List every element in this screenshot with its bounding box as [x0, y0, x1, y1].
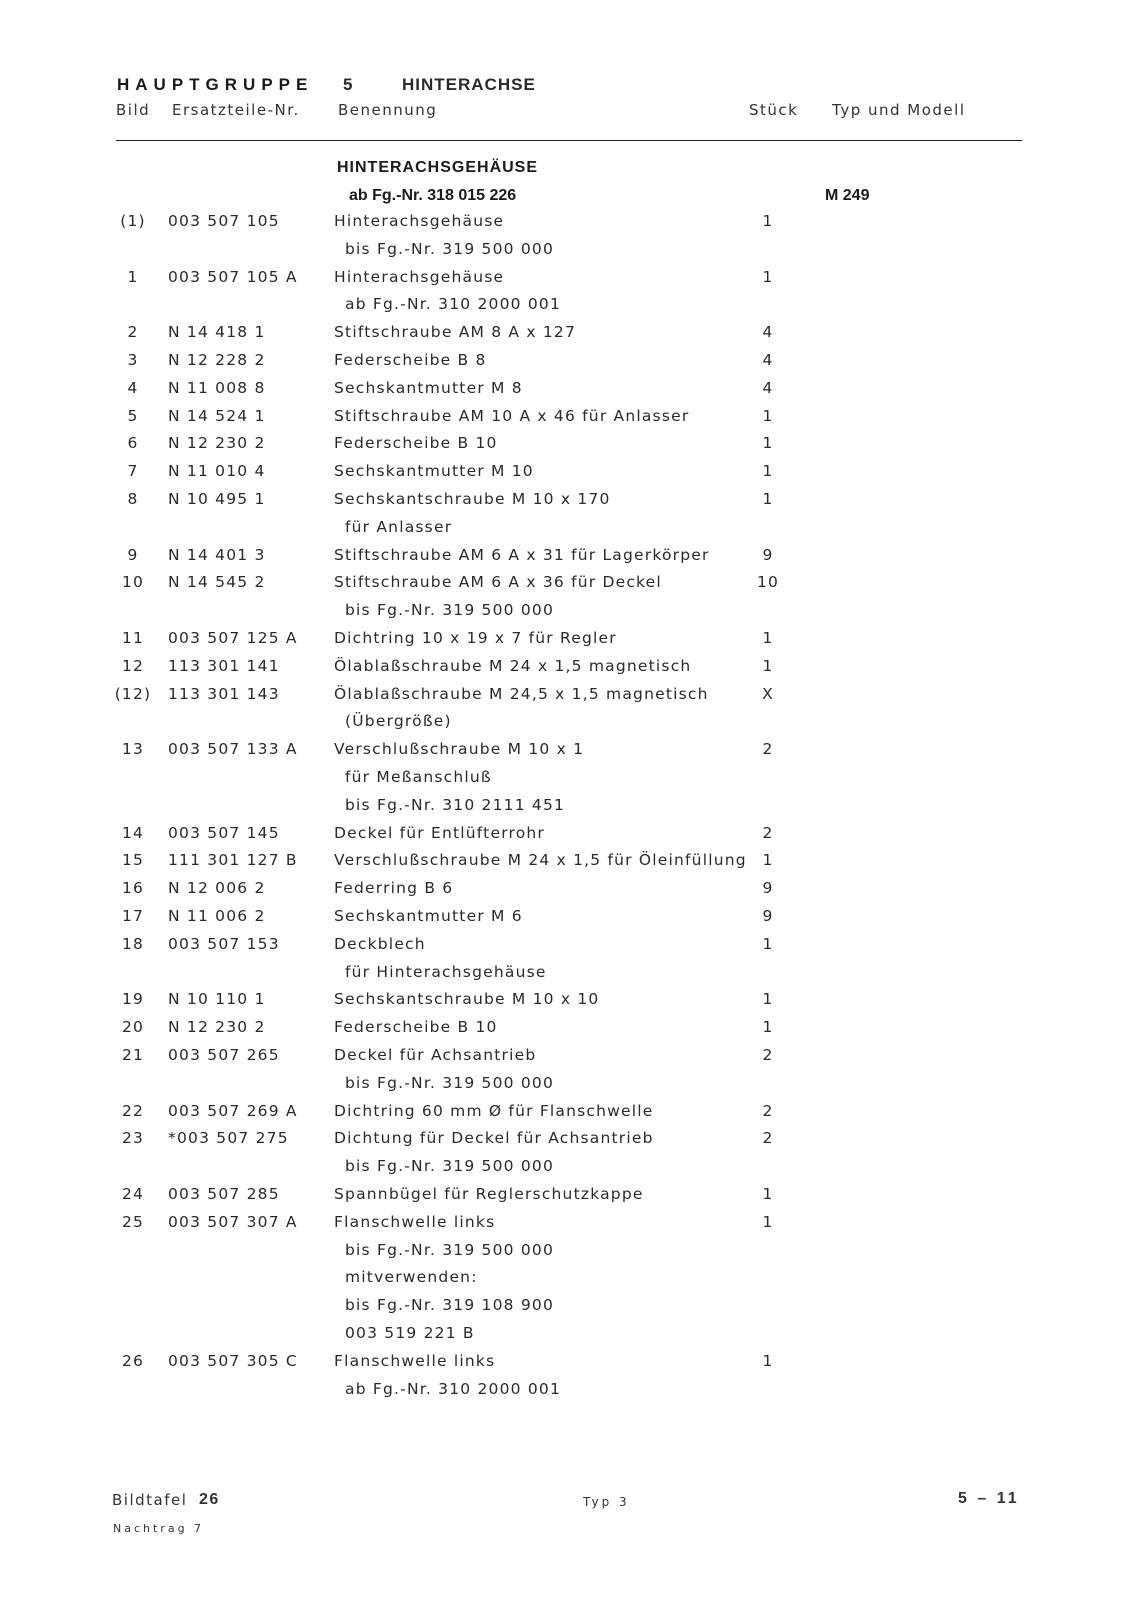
part-number: 003 507 265: [168, 1046, 280, 1064]
item-number: 9: [127, 545, 139, 564]
part-number: 113 301 143: [168, 684, 280, 703]
quantity: 1: [762, 462, 774, 481]
group-number: 5: [343, 75, 353, 94]
part-description: Federscheibe B 10: [334, 1018, 498, 1037]
part-description: Stiftschraube AM 8 A x 127: [334, 323, 577, 342]
table-row: [0, 1352, 1141, 1380]
item-number: (12): [114, 684, 152, 703]
table-row: [0, 490, 1141, 518]
header-divider: [116, 140, 1022, 141]
table-row: [0, 1129, 1141, 1157]
table-row: [0, 1102, 1141, 1130]
description-continuation: bis Fg.-Nr. 319 500 000: [345, 1157, 555, 1176]
item-number: 22: [121, 1101, 145, 1120]
table-row: [0, 546, 1141, 574]
item-number: 16: [121, 879, 145, 898]
section-subtitle: ab Fg.-Nr. 318 015 226: [349, 187, 517, 204]
part-number: N 14 401 3: [168, 545, 266, 564]
table-row: [0, 1046, 1141, 1074]
item-number: 21: [121, 1046, 145, 1064]
part-description: Sechskantschraube M 10 x 170: [334, 490, 611, 508]
col-header-bild: Bild: [116, 101, 151, 119]
part-description: Deckel für Achsantrieb: [334, 1046, 537, 1064]
description-continuation: für Meßanschluß: [345, 768, 492, 786]
page-number: 5 – 11: [958, 1490, 1020, 1507]
description-continuation: ab Fg.-Nr. 310 2000 001: [345, 1379, 562, 1398]
description-continuation: für Hinterachsgehäuse: [345, 962, 547, 981]
quantity: 4: [762, 378, 774, 397]
description-continuation: bis Fg.-Nr. 319 500 000: [345, 601, 555, 620]
quantity: 10: [756, 573, 780, 592]
table-row: [0, 212, 1141, 240]
description-continuation: bis Fg.-Nr. 319 500 000: [345, 239, 555, 258]
part-description: Federscheibe B 8: [334, 351, 487, 369]
table-row: [0, 351, 1141, 379]
quantity: 1: [762, 1351, 774, 1370]
quantity: 1: [762, 851, 774, 870]
table-row: [0, 740, 1141, 768]
part-number: N 10 495 1: [168, 490, 266, 508]
quantity: 9: [762, 879, 774, 898]
quantity: 4: [762, 351, 774, 369]
description-continuation: bis Fg.-Nr. 319 108 900: [345, 1296, 555, 1315]
table-row: [0, 824, 1141, 852]
item-number: 17: [121, 907, 145, 925]
description-continuation: bis Fg.-Nr. 319 500 000: [345, 1073, 555, 1092]
table-row: [0, 323, 1141, 351]
part-description: Hinterachsgehäuse: [334, 267, 505, 286]
item-number: 15: [121, 851, 145, 870]
section-title: HINTERACHSGEHÄUSE: [337, 159, 539, 176]
table-row: [0, 685, 1141, 713]
table-row: [0, 434, 1141, 462]
part-number: N 14 524 1: [168, 406, 266, 425]
part-description: Federscheibe B 10: [334, 434, 498, 453]
description-continuation: ab Fg.-Nr. 310 2000 001: [345, 295, 562, 314]
part-number: *003 507 275: [168, 1129, 289, 1148]
description-continuation: 003 519 221 B: [345, 1324, 475, 1342]
col-header-stueck: Stück: [749, 101, 799, 119]
item-number: 19: [121, 990, 145, 1009]
part-description: Dichtring 10 x 19 x 7 für Regler: [334, 629, 617, 647]
col-header-benennung: Benennung: [338, 101, 438, 119]
col-header-nr: Ersatzteile-Nr.: [172, 101, 300, 119]
part-number: 003 507 105: [168, 212, 280, 230]
item-number: (1): [120, 212, 146, 230]
table-row: [0, 879, 1141, 907]
description-continuation: bis Fg.-Nr. 319 500 000: [345, 1240, 555, 1259]
quantity: 1: [762, 629, 774, 647]
part-number: N 12 230 2: [168, 1018, 266, 1037]
quantity: 9: [762, 907, 774, 925]
part-number: 003 507 105 A: [168, 267, 298, 286]
item-number: 5: [127, 406, 139, 425]
part-description: Ölablaßschraube M 24,5 x 1,5 magnetisch: [334, 684, 709, 703]
quantity: 2: [762, 740, 774, 759]
table-row: [0, 462, 1141, 490]
part-description: Flanschwelle links: [334, 1351, 496, 1370]
item-number: 11: [121, 629, 145, 647]
item-number: 2: [127, 323, 139, 342]
table-row: [0, 851, 1141, 879]
item-number: 24: [121, 1185, 145, 1203]
table-row: [0, 407, 1141, 435]
part-number: N 10 110 1: [168, 990, 266, 1009]
quantity: 1: [762, 1212, 774, 1231]
item-number: 1: [127, 267, 139, 286]
item-number: 13: [121, 740, 145, 759]
part-number: N 14 545 2: [168, 573, 266, 592]
part-number: N 14 418 1: [168, 323, 266, 342]
part-description: Flanschwelle links: [334, 1212, 496, 1231]
table-row: [0, 935, 1141, 963]
part-number: 111 301 127 B: [168, 851, 298, 870]
col-header-typ: Typ und Modell: [832, 101, 966, 119]
part-description: Verschlußschraube M 24 x 1,5 für Öleinfüllung: [334, 851, 747, 870]
item-number: 23: [121, 1129, 145, 1148]
part-description: Ölablaßschraube M 24 x 1,5 magnetisch: [334, 656, 692, 675]
quantity: 1: [762, 267, 774, 286]
part-number: N 11 008 8: [168, 378, 266, 397]
part-number: N 11 006 2: [168, 907, 266, 925]
quantity: X: [762, 684, 774, 703]
item-number: 6: [127, 434, 139, 453]
nachtrag: Nachtrag 7: [113, 1522, 205, 1535]
table-row: [0, 990, 1141, 1018]
quantity: 2: [762, 1046, 774, 1064]
table-row: [0, 629, 1141, 657]
typ-label: Typ 3: [583, 1495, 630, 1509]
quantity: 1: [762, 434, 774, 453]
item-number: 25: [121, 1212, 145, 1231]
quantity: 2: [762, 1101, 774, 1120]
part-description: Hinterachsgehäuse: [334, 212, 505, 230]
table-row: [0, 1018, 1141, 1046]
description-continuation: (Übergröße): [345, 712, 452, 731]
item-number: 18: [121, 934, 145, 953]
table-row: [0, 1213, 1141, 1241]
part-number: 113 301 141: [168, 656, 280, 675]
part-description: Sechskantmutter M 8: [334, 378, 523, 397]
part-number: N 12 230 2: [168, 434, 266, 453]
item-number: 4: [127, 378, 139, 397]
part-number: 003 507 145: [168, 823, 280, 842]
bildtafel-number: 26: [199, 1491, 220, 1508]
part-number: 003 507 285: [168, 1185, 280, 1203]
part-description: Federring B 6: [334, 879, 454, 898]
part-number: 003 507 125 A: [168, 629, 298, 647]
part-description: Spannbügel für Reglerschutzkappe: [334, 1185, 644, 1203]
quantity: 1: [762, 406, 774, 425]
description-continuation: bis Fg.-Nr. 310 2111 451: [345, 795, 566, 814]
group-name: HINTERACHSE: [402, 75, 536, 94]
item-number: 14: [121, 823, 145, 842]
section-model: M 249: [825, 187, 870, 204]
part-number: 003 507 305 C: [168, 1351, 298, 1370]
part-description: Sechskantmutter M 6: [334, 907, 523, 925]
part-number: N 11 010 4: [168, 462, 266, 481]
part-description: Verschlußschraube M 10 x 1: [334, 740, 585, 759]
item-number: 12: [121, 656, 145, 675]
quantity: 1: [762, 656, 774, 675]
part-description: Stiftschraube AM 10 A x 46 für Anlasser: [334, 406, 690, 425]
item-number: 10: [121, 573, 145, 592]
part-description: Sechskantschraube M 10 x 10: [334, 990, 600, 1009]
part-number: 003 507 153: [168, 934, 280, 953]
part-number: N 12 228 2: [168, 351, 266, 369]
description-continuation: mitverwenden:: [345, 1268, 478, 1287]
quantity: 9: [762, 545, 774, 564]
table-row: [0, 268, 1141, 296]
description-continuation: für Anlasser: [345, 517, 453, 536]
table-row: [0, 573, 1141, 601]
item-number: 7: [127, 462, 139, 481]
table-row: [0, 1185, 1141, 1213]
quantity: 1: [762, 1185, 774, 1203]
group-label: HAUPTGRUPPE: [117, 75, 314, 94]
bildtafel-label: Bildtafel: [112, 1491, 188, 1509]
part-description: Stiftschraube AM 6 A x 36 für Deckel: [334, 573, 662, 592]
quantity: 1: [762, 990, 774, 1009]
part-description: Sechskantmutter M 10: [334, 462, 534, 481]
part-description: Deckel für Entlüfterrohr: [334, 823, 546, 842]
item-number: 3: [127, 351, 139, 369]
quantity: 1: [762, 934, 774, 953]
quantity: 1: [762, 490, 774, 508]
part-number: 003 507 133 A: [168, 740, 298, 759]
item-number: 26: [121, 1351, 145, 1370]
part-number: N 12 006 2: [168, 879, 266, 898]
quantity: 1: [762, 1018, 774, 1037]
part-description: Deckblech: [334, 934, 426, 953]
item-number: 8: [127, 490, 139, 508]
item-number: 20: [121, 1018, 145, 1037]
part-description: Dichtring 60 mm Ø für Flanschwelle: [334, 1101, 654, 1120]
quantity: 4: [762, 323, 774, 342]
table-row: [0, 657, 1141, 685]
part-number: 003 507 269 A: [168, 1101, 298, 1120]
table-row: [0, 379, 1141, 407]
quantity: 2: [762, 1129, 774, 1148]
part-description: Stiftschraube AM 6 A x 31 für Lagerkörper: [334, 545, 710, 564]
part-description: Dichtung für Deckel für Achsantrieb: [334, 1129, 654, 1148]
quantity: 1: [762, 212, 774, 230]
quantity: 2: [762, 823, 774, 842]
part-number: 003 507 307 A: [168, 1212, 298, 1231]
table-row: [0, 907, 1141, 935]
